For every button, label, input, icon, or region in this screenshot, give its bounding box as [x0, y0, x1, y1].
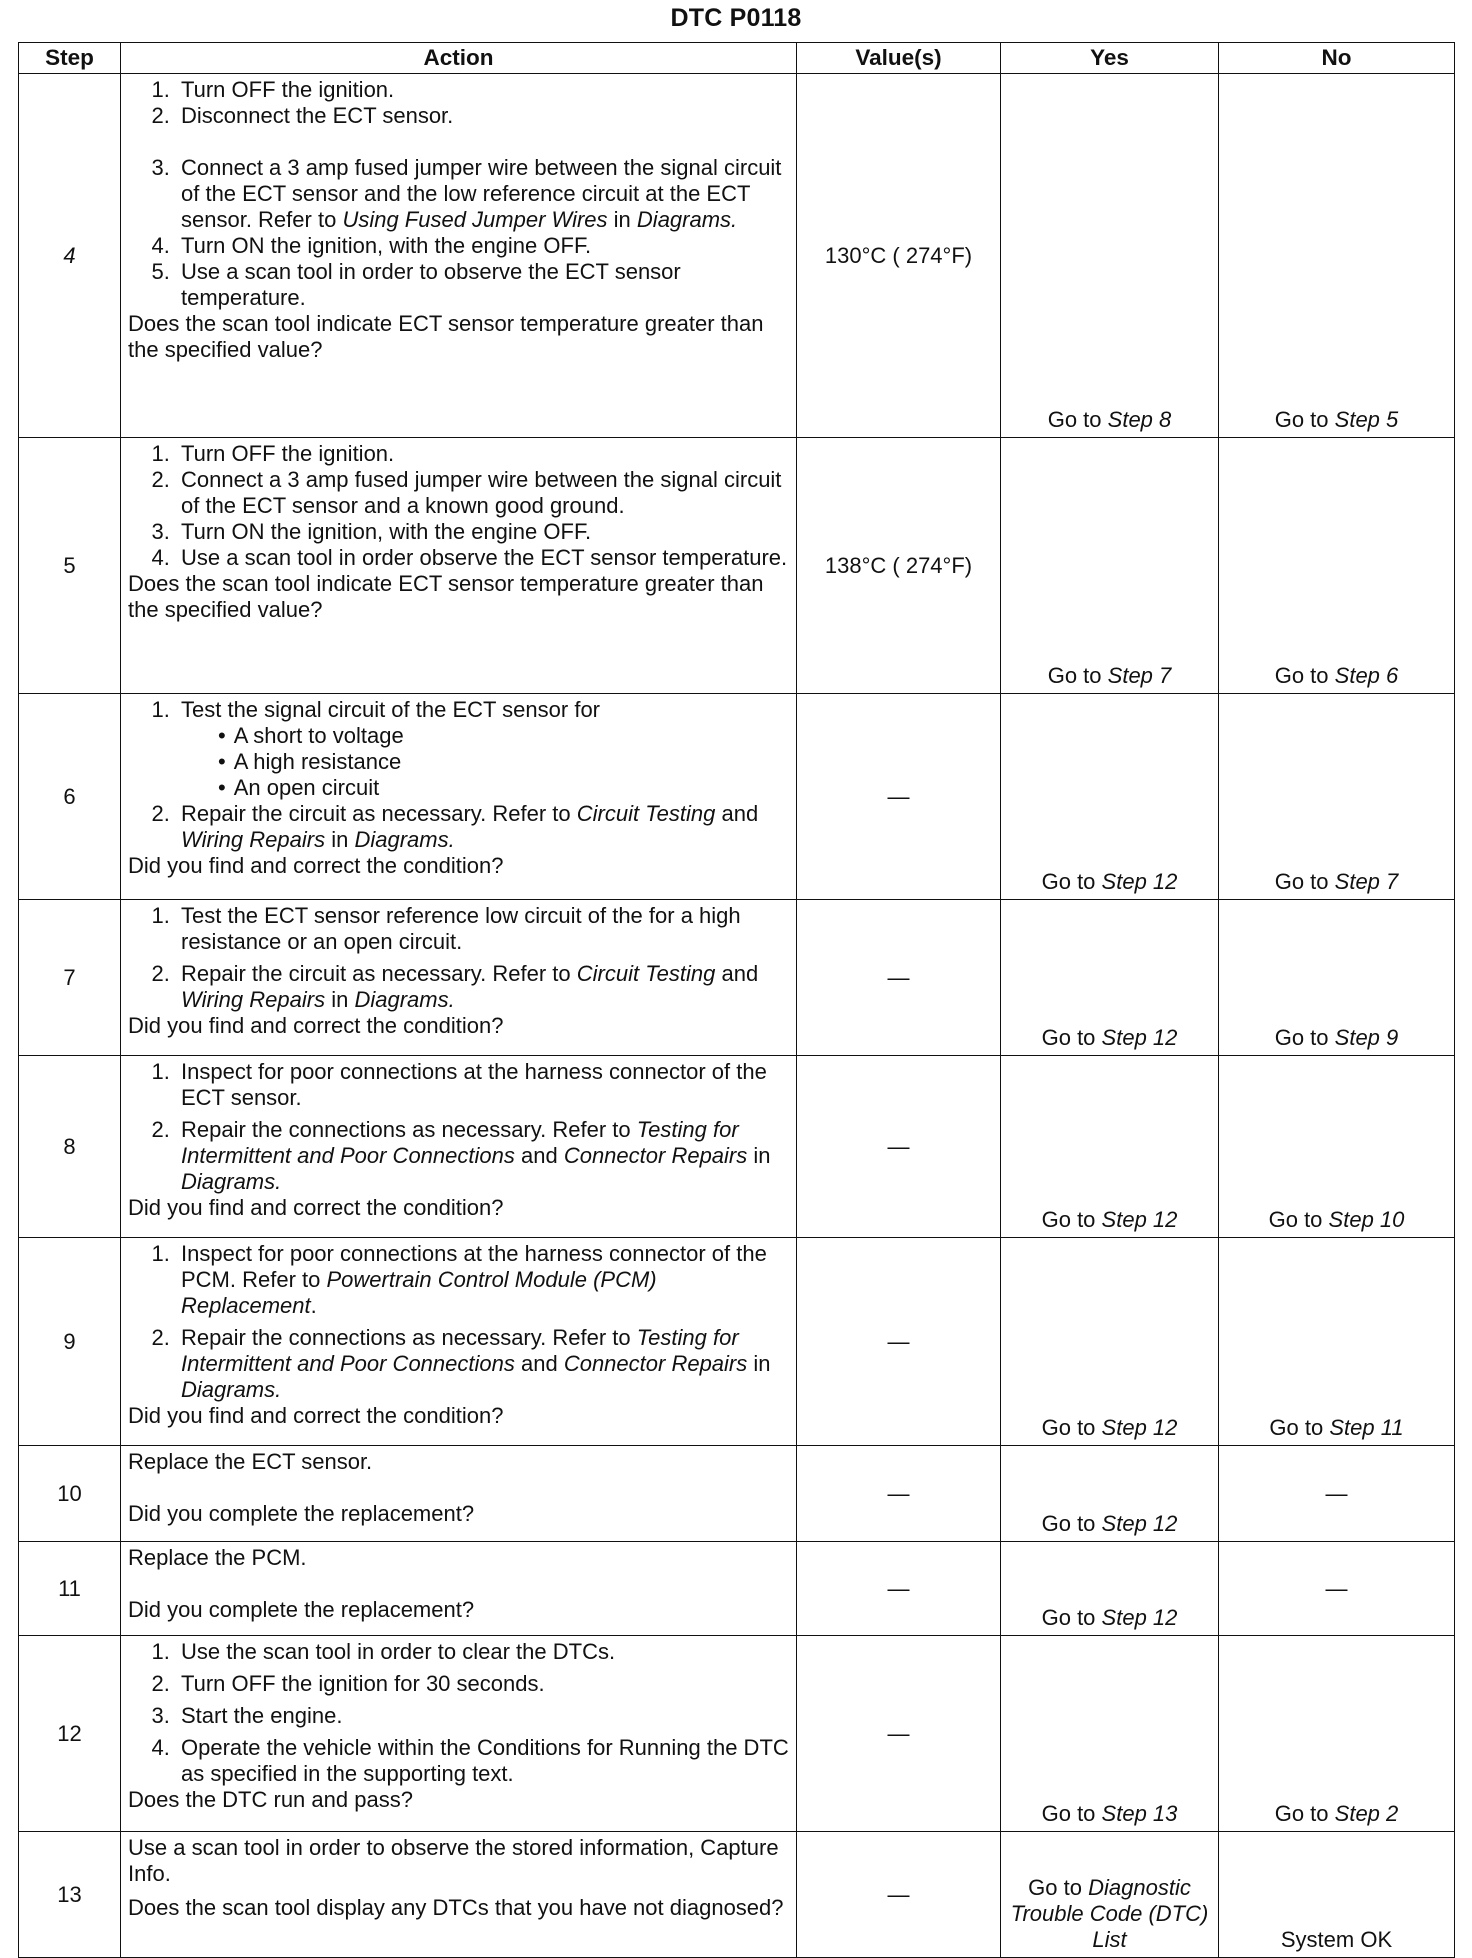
question: Did you find and correct the condition? — [128, 853, 504, 878]
no-cell: Go to Step 10 — [1219, 1056, 1455, 1238]
bullet-item: • A high resistance — [213, 749, 790, 775]
yes-step-ref: Step 12 — [1101, 1605, 1178, 1630]
no-cell: — — [1219, 1446, 1455, 1542]
action-item: 2. Repair the circuit as necessary. Refer to Circuit Testing and Wiring Repairs in Diagrams. — [176, 961, 790, 1013]
action-item: 2. Repair the circuit as necessary. Refer to Circuit Testing and Wiring Repairs in Diagrams. — [176, 801, 790, 853]
table-row — [19, 694, 1455, 900]
document-title: DTC P0118 — [670, 4, 802, 32]
yes-cell: Go to Step 12 — [1001, 694, 1219, 900]
value-cell: — — [797, 1832, 1001, 1958]
no-cell: Go to Step 9 — [1219, 900, 1455, 1056]
action-item: 1. Inspect for poor connections at the harness connector of the PCM. Refer to Powertrain Control Module (PCM) Replacement. — [176, 1241, 790, 1319]
table-row — [19, 438, 1455, 694]
no-cell: Go to Step 6 — [1219, 438, 1455, 694]
action-text: Replace the PCM. — [128, 1545, 307, 1570]
step-number: 10 — [19, 1446, 121, 1542]
yes-step-ref: Step 7 — [1107, 663, 1172, 688]
value-cell: — — [797, 1056, 1001, 1238]
action-item: 5. Use a scan tool in order to observe the ECT sensor temperature. — [176, 259, 790, 311]
action-item: 3. Start the engine. — [176, 1703, 790, 1729]
bullet-item: • A short to voltage — [213, 723, 790, 749]
action-cell — [121, 1832, 797, 1958]
no-cell: System OK — [1219, 1832, 1455, 1958]
yes-cell: Go to Step 8 — [1001, 74, 1219, 438]
yes-cell: Go to Step 12 — [1001, 1056, 1219, 1238]
yes-cell: Go to Step 12 — [1001, 1542, 1219, 1636]
action-text: Use a scan tool in order to observe the stored information, Capture Info. — [128, 1835, 779, 1886]
step-number: 8 — [19, 1056, 121, 1238]
action-item: 2. Disconnect the ECT sensor. — [176, 103, 790, 129]
table-row — [19, 1056, 1455, 1238]
value-cell: — — [797, 694, 1001, 900]
value-cell: — — [797, 1636, 1001, 1832]
step-number: 4 — [19, 74, 121, 438]
action-item: 4. Use a scan tool in order observe the ECT sensor temperature. — [176, 545, 790, 571]
no-step-ref: Step 10 — [1328, 1207, 1405, 1232]
action-cell — [121, 1542, 797, 1636]
action-cell — [121, 1446, 797, 1542]
step-number: 7 — [19, 900, 121, 1056]
table-row — [19, 1542, 1455, 1636]
table-row — [19, 900, 1455, 1056]
action-header: Action — [121, 43, 797, 74]
action-cell — [121, 900, 797, 1056]
action-text: Replace the ECT sensor. — [128, 1449, 373, 1474]
yes-step-ref: Step 12 — [1101, 1025, 1178, 1050]
step-number: 6 — [19, 694, 121, 900]
table-row — [19, 74, 1455, 438]
no-cell: Go to Step 11 — [1219, 1238, 1455, 1446]
no-cell: — — [1219, 1542, 1455, 1636]
no-step-ref: Step 9 — [1334, 1025, 1399, 1050]
action-item: 2. Connect a 3 amp fused jumper wire between the signal circuit of the ECT sensor and a known good ground. — [176, 467, 790, 519]
action-cell — [121, 1636, 797, 1832]
action-item: 1. Test the ECT sensor reference low circuit of the for a high resistance or an open circuit. — [176, 903, 790, 955]
action-item: 1. Use the scan tool in order to clear the DTCs. — [176, 1639, 790, 1665]
action-item: 4. Operate the vehicle within the Conditions for Running the DTC as specified in the supporting text. — [176, 1735, 790, 1787]
bullet-item: • An open circuit — [213, 775, 790, 801]
yes-cell: Go to Step 12 — [1001, 900, 1219, 1056]
action-cell — [121, 1056, 797, 1238]
table-row — [19, 1636, 1455, 1832]
action-item: 3. Turn ON the ignition, with the engine OFF. — [176, 519, 790, 545]
no-step-ref: Step 7 — [1334, 869, 1399, 894]
yes-cell: Go to Step 7 — [1001, 438, 1219, 694]
question: Does the scan tool indicate ECT sensor temperature greater than the specified value? — [128, 571, 764, 622]
question: Did you find and correct the condition? — [128, 1195, 504, 1220]
action-cell — [121, 74, 797, 438]
action-item: 2. Repair the connections as necessary. Refer to Testing for Intermittent and Poor Connections and Connector Repairs in Diagrams. — [176, 1117, 790, 1195]
no-cell: Go to Step 7 — [1219, 694, 1455, 900]
no-step-ref: Step 5 — [1334, 407, 1399, 432]
yes-step-ref: Step 13 — [1101, 1801, 1178, 1826]
yes-step-ref: Step 12 — [1101, 1207, 1178, 1232]
value-cell: — — [797, 1238, 1001, 1446]
no-step-ref: Step 6 — [1334, 663, 1399, 688]
yes-step-ref: Step 12 — [1101, 869, 1178, 894]
no-cell: Go to Step 2 — [1219, 1636, 1455, 1832]
question: Does the scan tool display any DTCs that you have not diagnosed? — [128, 1895, 784, 1920]
question: Did you find and correct the condition? — [128, 1403, 504, 1428]
step-number: 12 — [19, 1636, 121, 1832]
action-item: 2. Turn OFF the ignition for 30 seconds. — [176, 1671, 790, 1697]
question: Does the DTC run and pass? — [128, 1787, 413, 1812]
step-number: 11 — [19, 1542, 121, 1636]
yes-cell: Go to Diagnostic Trouble Code (DTC) List — [1001, 1832, 1219, 1958]
action-cell — [121, 438, 797, 694]
yes-cell: Go to Step 12 — [1001, 1446, 1219, 1542]
no-header: No — [1219, 43, 1455, 74]
question: Did you find and correct the condition? — [128, 1013, 504, 1038]
action-cell — [121, 1238, 797, 1446]
step-number: 9 — [19, 1238, 121, 1446]
no-step-ref: Step 2 — [1334, 1801, 1399, 1826]
yes-step-ref: Step 12 — [1101, 1415, 1178, 1440]
action-item: 2. Repair the connections as necessary. Refer to Testing for Intermittent and Poor Connections and Connector Repairs in Diagrams. — [176, 1325, 790, 1403]
action-cell — [121, 694, 797, 900]
value-cell: — — [797, 1446, 1001, 1542]
action-item: 4. Turn ON the ignition, with the engine OFF. — [176, 233, 790, 259]
table-row — [19, 1238, 1455, 1446]
yes-cell: Go to Step 12 — [1001, 1238, 1219, 1446]
yes-step-ref: Diagnostic Trouble Code (DTC) List — [1010, 1875, 1209, 1952]
diagnostic-table — [18, 42, 1455, 1958]
yes-step-ref: Step 12 — [1101, 1511, 1178, 1536]
no-step-ref: Step 11 — [1329, 1415, 1404, 1440]
header-row — [19, 43, 1455, 74]
table-row — [19, 1446, 1455, 1542]
action-item: 1. Test the signal circuit of the ECT sensor for • A short to voltage • A high resistance • An open circuit — [176, 697, 790, 801]
step-number: 13 — [19, 1832, 121, 1958]
values-header: Value(s) — [797, 43, 1001, 74]
question: Did you complete the replacement? — [128, 1501, 475, 1526]
yes-step-ref: Step 8 — [1107, 407, 1172, 432]
value-cell: 138°C ( 274°F) — [797, 438, 1001, 694]
action-item: 1. Turn OFF the ignition. — [176, 441, 790, 467]
yes-cell: Go to Step 13 — [1001, 1636, 1219, 1832]
step-header: Step — [19, 43, 121, 74]
action-item: 3. Connect a 3 amp fused jumper wire between the signal circuit of the ECT sensor and the low reference circuit at the ECT sensor. Refer to Using Fused Jumper Wires in Diagrams. — [176, 155, 790, 233]
value-cell: — — [797, 1542, 1001, 1636]
question: Does the scan tool indicate ECT sensor temperature greater than the specified value? — [128, 311, 764, 362]
action-item: 1. Turn OFF the ignition. — [176, 77, 790, 103]
step-number: 5 — [19, 438, 121, 694]
question: Did you complete the replacement? — [128, 1597, 475, 1622]
value-cell: — — [797, 900, 1001, 1056]
value-cell: 130°C ( 274°F) — [797, 74, 1001, 438]
action-item: 1. Inspect for poor connections at the harness connector of the ECT sensor. — [176, 1059, 790, 1111]
table-row — [19, 1832, 1455, 1958]
yes-header: Yes — [1001, 43, 1219, 74]
no-cell: Go to Step 5 — [1219, 74, 1455, 438]
